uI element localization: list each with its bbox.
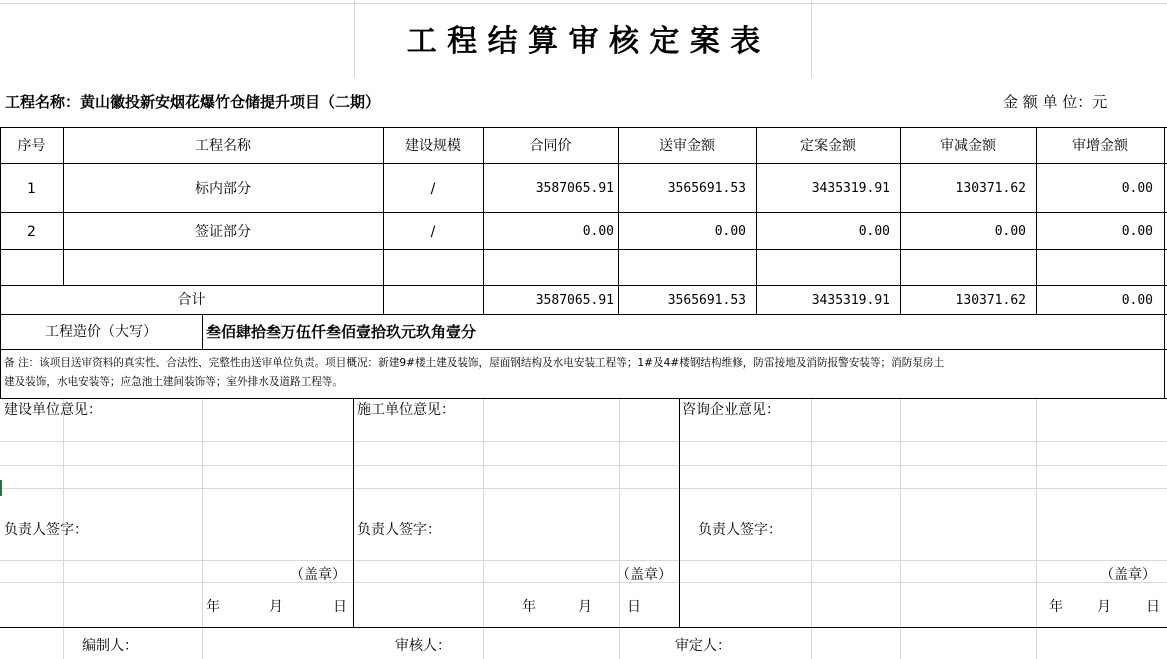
row-increased: 0.00 [1121,181,1153,196]
contractor-opinion-label: 施工单位意见： [357,402,455,418]
contractor-seal-label: （盖章） [616,567,672,583]
consulting-date-month: 月 [1097,599,1111,615]
header-cell-increased: 审增金额 [1072,138,1128,154]
total-contract: 3587065.91 [535,293,614,308]
consulting-date-year: 年 [1049,599,1063,615]
consulting-seal-label: （盖章） [1100,567,1156,583]
remark-line-2: 建及装饰，水电安装等；应急池土建间装饰等；室外排水及道路工程等。 [4,376,343,388]
total-reduced: 130371.62 [955,293,1026,308]
contractor-signature-label: 负责人签字： [357,522,441,538]
row-name: 签证部分 [195,224,251,240]
header-cell-contract: 合同价 [529,138,572,154]
row-no: 1 [27,181,36,197]
contractor-date-day: 日 [627,599,641,615]
row-submitted: 3565691.53 [667,181,746,196]
header-cell-submitted: 送审金额 [659,138,715,154]
consulting-signature-label: 负责人签字： [698,522,782,538]
row-reduced: 0.00 [994,224,1026,239]
row-contract: 0.00 [582,224,614,239]
compiler-label: 编制人： [82,638,138,654]
construction-signature-label: 负责人签字： [4,522,88,538]
remark-line-1: 备 注：该项目送审资料的真实性、合法性、完整性由送审单位负责。项目概况：新建9#楼土建及装饰，屋面钢结构及水电安装工程等；1#及4#楼钢结构维修，防雷接地及消防报警安装等；消防泵房土 [4,357,945,369]
amount-unit: 金 额 单 位：元 [1003,93,1108,111]
consulting-opinion-label: 咨询企业意见： [682,402,780,418]
row-increased: 0.00 [1121,224,1153,239]
page-title: 工 程 结 算 审 核 定 案 表 [406,24,761,59]
row-final: 3435319.91 [811,181,890,196]
total-submitted: 3565691.53 [667,293,746,308]
cost-capital-label: 工程造价（大写） [45,324,157,340]
row-name: 标内部分 [195,181,251,197]
header-cell-no: 序号 [17,138,46,154]
reviewer-label: 审核人： [395,638,451,654]
header-cell-name: 工程名称 [195,138,251,154]
row-submitted: 0.00 [714,224,746,239]
construction-date-day: 日 [333,599,347,615]
row-scale: / [430,224,436,240]
construction-date-month: 月 [269,599,283,615]
contractor-date-month: 月 [578,599,592,615]
row-contract: 3587065.91 [535,181,614,196]
consulting-date-day: 日 [1146,599,1160,615]
header-cell-final: 定案金额 [800,138,856,154]
project-name: 工程名称：黄山徽投新安烟花爆竹仓储提升项目（二期） [5,93,381,111]
approver-label: 审定人： [675,638,731,654]
construction-date-year: 年 [206,599,220,615]
contractor-date-year: 年 [522,599,536,615]
row-no: 2 [27,224,36,240]
header-cell-scale: 建设规模 [405,138,461,154]
construction-seal-label: （盖章） [290,567,346,583]
row-reduced: 130371.62 [955,181,1026,196]
total-label: 合计 [177,292,206,308]
row-scale: / [430,181,436,197]
construction-opinion-label: 建设单位意见： [4,402,102,418]
cost-capital-value: 叁佰肆拾叁万伍仟叁佰壹拾玖元玖角壹分 [206,323,477,341]
total-final: 3435319.91 [811,293,890,308]
row-final: 0.00 [858,224,890,239]
total-increased: 0.00 [1121,293,1153,308]
header-cell-reduced: 审减金额 [940,138,996,154]
